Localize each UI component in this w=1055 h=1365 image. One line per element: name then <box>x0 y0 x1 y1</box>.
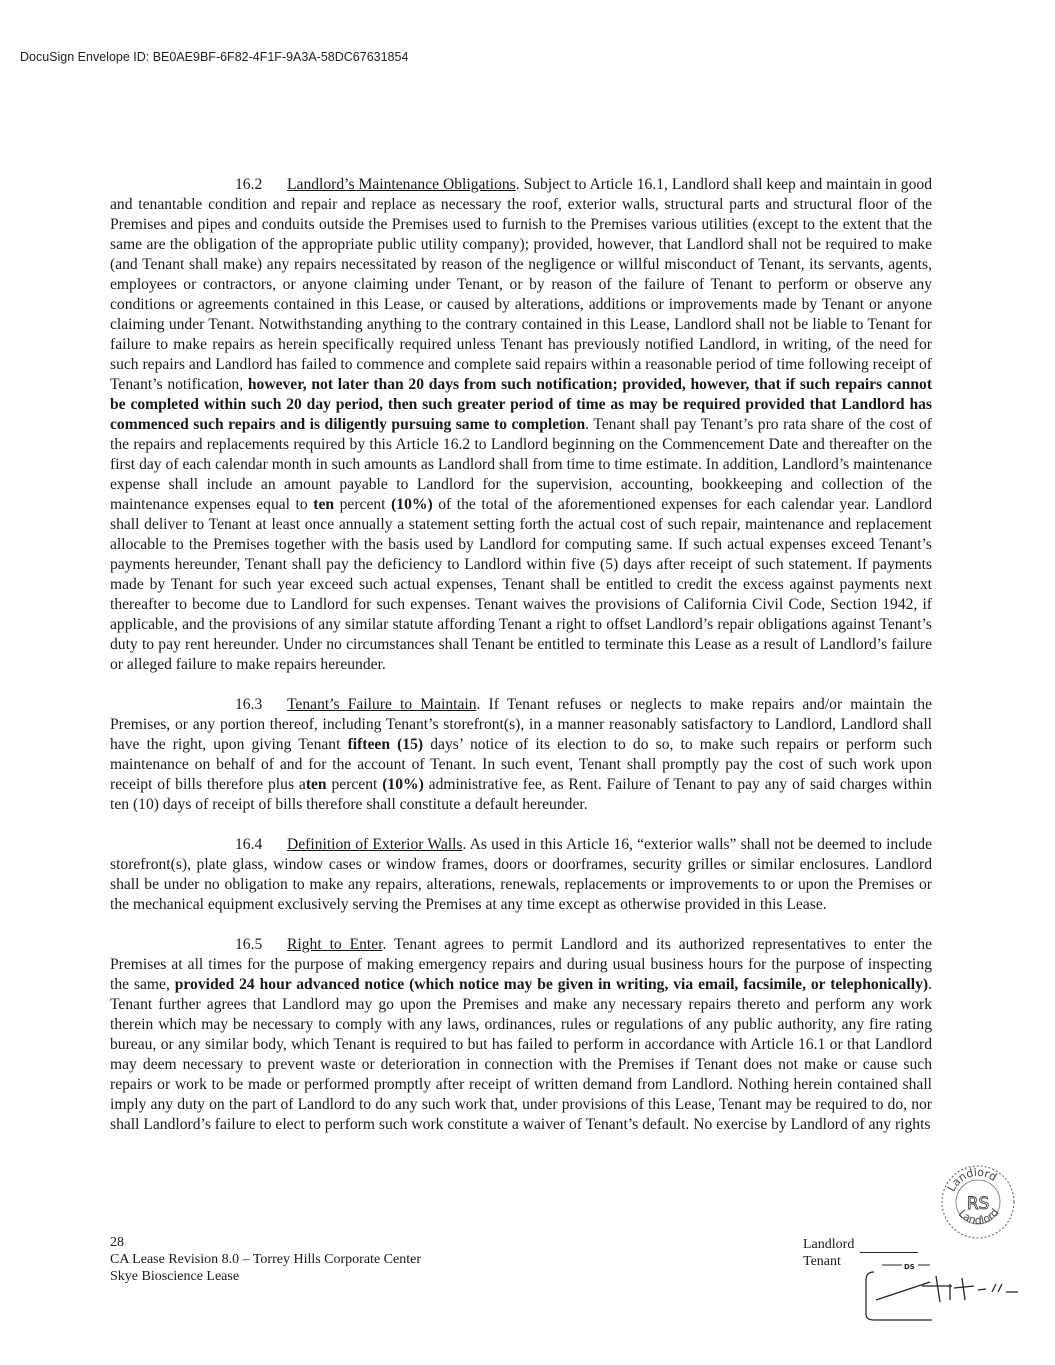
footer-lease-name: Skye Bioscience Lease <box>110 1269 240 1284</box>
seal-initials: RS <box>966 1194 990 1214</box>
section-text-bold: fifteen (15) <box>347 736 424 753</box>
section-text-bold: provided 24 hour advanced notice (which notice may be given in writing, via email, facsimile, or telephonically) <box>174 976 929 993</box>
section-heading: Tenant’s Failure to Maintain <box>287 696 477 713</box>
landlord-initial-row <box>803 1236 918 1253</box>
section-text: . Tenant agrees to permit Landlord and its authorized representatives to enter the Premises at all times for the purpose of making emergency repairs and during usual business hours for the purpose of inspecting the same, <box>110 936 933 993</box>
landlord-initial-line <box>860 1252 918 1253</box>
section-heading: Right to Enter <box>287 936 383 953</box>
section-text-bold: however, not later than 20 days from such notification; provided, however, that if such repairs cannot be completed within such 20 day period, then such greater period of time as may be required provided that Landlord has commenced such repairs and is diligently pursuing same to completion <box>110 376 933 433</box>
docusign-tag: DS <box>904 1263 915 1271</box>
landlord-initials-seal <box>938 1160 1018 1244</box>
section-number: 16.3 <box>235 696 263 713</box>
section-text: percent <box>334 496 392 513</box>
seal-top-word: Landlord <box>944 1165 1000 1194</box>
landlord-label: Landlord <box>803 1237 855 1252</box>
section-text: of the total of the aforementioned expenses for each calendar year. Landlord shall deliver to Tenant at least once annually a statement setting forth the actual cost of such repair, maintenance and replacement allocable to the Premises together with the basis used by Landlord for computing same. If such actual expenses exceed Tenant’s payments hereunder, Tenant shall pay the deficiency to Landlord within five (5) days after receipt of such statement. If payments made by Tenant for such year exceed such actual expenses, Tenant shall be entitled to credit the excess against payments next thereafter to become due to Landlord for such expenses. Tenant waives the provisions of California Civil Code, Section 1942, if applicable, and the provisions of any similar statute affording Tenant a right to offset Landlord’s repair obligations against Tenant’s duty to pay rent hereunder. Under no circumstances shall Tenant be entitled to terminate this Lease as a result of Landlord’s failure or alleged failure to make repairs hereunder. <box>110 496 933 673</box>
section-text: . If Tenant refuses or neglects to make repairs and/or maintain the Premises, or any portion thereof, including Tenant’s storefront(s), in a manner reasonably satisfactory to Landlord, Landlord shall have the right, upon giving Tenant <box>110 696 932 753</box>
tenant-initials-scribble <box>922 1276 1018 1302</box>
section-number: 16.2 <box>235 176 263 193</box>
section-text: days’ notice of its election to do so, to make such repairs or perform such maintenance on behalf of and for the account of Tenant. In such event, Tenant shall promptly pay the cost of such work upon receipt of bills therefore plus a <box>110 736 932 793</box>
envelope-id: DocuSign Envelope ID: BE0AE9BF-6F82-4F1F-9A3A-58DC67631854 <box>20 50 409 64</box>
section-heading: Landlord’s Maintenance Obligations <box>287 176 516 193</box>
section-number: 16.5 <box>235 936 263 953</box>
section-text: administrative fee, as Rent. Failure of Tenant to pay any of said charges within ten (10) days of receipt of bills therefore shall constitute a default hereunder. <box>110 776 932 813</box>
section-text-bold: (10%) <box>382 776 424 793</box>
section-16-2 <box>110 175 932 675</box>
section-text-bold: (10%) <box>391 496 433 513</box>
section-16-3 <box>110 695 932 815</box>
seal-bottom-word: Landlord <box>955 1206 1002 1228</box>
page-number: 28 <box>110 1235 124 1250</box>
section-text: . As used in this Article 16, “exterior walls” shall not be deemed to include storefront(s), plate glass, window cases or window frames, doors or doorframes, security grilles or similar enclosures. Landlord shall be under no obligation to make any repairs, alterations, renewals, replacements or improvements to or upon the Premises or the mechanical equipment exclusively serving the Premises at any time except as otherwise provided in this Lease. <box>110 836 932 913</box>
section-heading: Definition of Exterior Walls <box>287 836 463 853</box>
section-text: . Tenant further agrees that Landlord may go upon the Premises and make any necessary repairs thereto and perform any work therein which may be necessary to comply with any laws, ordinances, rules or regulations of any public authority, any fire rating bureau, or any similar body, which Tenant is required to but has failed to perform in accordance with Article 16.1 or that Landlord may deem necessary to prevent waste or deterioration in connection with the Premises if Tenant does not make or cause such repairs or work to be made or performed promptly after receipt of written demand from Landlord. Nothing herein contained shall imply any duty on the part of Landlord to do any such work that, under provisions of this Lease, Tenant may be required to do, nor shall Landlord’s failure to elect to perform such work constitute a waiver of Tenant’s default. No exercise by Landlord of any rights <box>110 976 932 1133</box>
section-text: . Subject to Article 16.1, Landlord shall keep and maintain in good and tenantable condition and repair and replace as necessary the roof, exterior walls, structural parts and structural floor of the Premises and pipes and conduits outside the Premises used to furnish to the Premises various utilities (except to the extent that the same are the obligation of the appropriate public utility company); provided, however, that Landlord shall not be required to make (and Tenant shall make) any repairs necessitated by reason of the negligence or willful misconduct of Tenant, its servants, agents, employees or contractors, or anyone claiming under Tenant, or by reason of the failure of Tenant to perform or observe any conditions or agreements contained in this Lease, or caused by alterations, additions or improvements made by Tenant or anyone claiming under Tenant. Notwithstanding anything to the contrary contained in this Lease, Landlord shall not be liable to Tenant for failure to make repairs as herein specifically required unless Tenant has previously notified Landlord, in writing, of the need for such repairs and Landlord has failed to commence and complete said repairs within a reasonable period of time following receipt of Tenant’s notification, <box>110 176 932 393</box>
section-text: percent <box>326 776 383 793</box>
footer-revision: CA Lease Revision 8.0 – Torrey Hills Corporate Center <box>110 1252 421 1267</box>
section-text-bold: ten <box>305 776 327 793</box>
section-16-4 <box>110 835 932 915</box>
section-text-bold: ten <box>313 496 335 513</box>
tenant-signature-box <box>862 1262 1032 1322</box>
section-number: 16.4 <box>235 836 263 853</box>
section-16-5 <box>110 935 932 1135</box>
document-body <box>110 175 932 1155</box>
svg-text:Landlord <box>945 1166 999 1194</box>
section-text: . Tenant shall pay Tenant’s pro rata share of the cost of the repairs and replacements required by this Article 16.2 to Landlord beginning on the Commencement Date and thereafter on the first day of each calendar month in such amounts as Landlord shall from time to time estimate. In addition, Landlord’s maintenance expense shall include an amount payable to Landlord for the supervision, accounting, bookkeeping and collection of the maintenance expenses equal to <box>110 416 932 513</box>
tenant-label: Tenant <box>803 1254 841 1269</box>
footer-left <box>110 1234 421 1285</box>
